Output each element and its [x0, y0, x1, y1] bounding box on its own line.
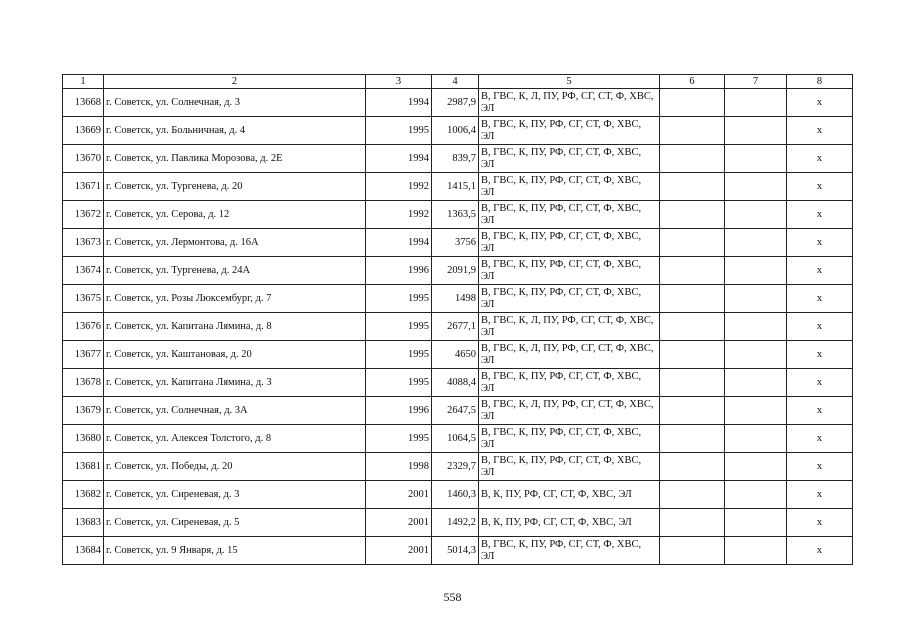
- table-row: [63, 201, 853, 229]
- table-row: [63, 285, 853, 313]
- column-header: 4: [432, 75, 479, 89]
- area-cell: 2677,1: [432, 313, 479, 341]
- area-cell: 5014,3: [432, 537, 479, 565]
- column-7-cell: [725, 369, 787, 397]
- column-6-cell: [660, 173, 725, 201]
- address-cell: г. Советск, ул. Сиреневая, д. 5: [104, 509, 366, 537]
- row-id-cell: 13681: [63, 453, 104, 481]
- column-7-cell: [725, 257, 787, 285]
- year-cell: 1995: [366, 425, 432, 453]
- table-row: [63, 117, 853, 145]
- year-cell: 1995: [366, 341, 432, 369]
- column-8-cell: х: [787, 313, 853, 341]
- row-id-cell: 13668: [63, 89, 104, 117]
- address-cell: г. Советск, ул. Тургенева, д. 20: [104, 173, 366, 201]
- utilities-cell: В, ГВС, К, Л, ПУ, РФ, СГ, СТ, Ф, ХВС, ЭЛ: [479, 89, 660, 117]
- utilities-cell: В, ГВС, К, ПУ, РФ, СГ, СТ, Ф, ХВС, ЭЛ: [479, 145, 660, 173]
- column-7-cell: [725, 509, 787, 537]
- utilities-cell: В, ГВС, К, ПУ, РФ, СГ, СТ, Ф, ХВС, ЭЛ: [479, 425, 660, 453]
- column-8-cell: х: [787, 453, 853, 481]
- utilities-cell: В, ГВС, К, ПУ, РФ, СГ, СТ, Ф, ХВС, ЭЛ: [479, 201, 660, 229]
- address-cell: г. Советск, ул. Капитана Лямина, д. 8: [104, 313, 366, 341]
- column-7-cell: [725, 173, 787, 201]
- column-8-cell: х: [787, 537, 853, 565]
- column-7-cell: [725, 397, 787, 425]
- area-cell: 1415,1: [432, 173, 479, 201]
- column-8-cell: х: [787, 173, 853, 201]
- address-cell: г. Советск, ул. Сиреневая, д. 3: [104, 481, 366, 509]
- row-id-cell: 13671: [63, 173, 104, 201]
- area-cell: 2987,9: [432, 89, 479, 117]
- column-header: 8: [787, 75, 853, 89]
- row-id-cell: 13670: [63, 145, 104, 173]
- area-cell: 4650: [432, 341, 479, 369]
- table-row: [63, 369, 853, 397]
- column-7-cell: [725, 453, 787, 481]
- column-8-cell: х: [787, 425, 853, 453]
- table-row: [63, 341, 853, 369]
- column-8-cell: х: [787, 397, 853, 425]
- table-row: [63, 425, 853, 453]
- area-cell: 1363,5: [432, 201, 479, 229]
- row-id-cell: 13679: [63, 397, 104, 425]
- column-7-cell: [725, 89, 787, 117]
- address-cell: г. Советск, ул. Алексея Толстого, д. 8: [104, 425, 366, 453]
- row-id-cell: 13680: [63, 425, 104, 453]
- column-header: 5: [479, 75, 660, 89]
- row-id-cell: 13674: [63, 257, 104, 285]
- column-7-cell: [725, 341, 787, 369]
- year-cell: 1994: [366, 229, 432, 257]
- area-cell: 1498: [432, 285, 479, 313]
- page-number: 558: [443, 590, 462, 604]
- column-7-cell: [725, 313, 787, 341]
- row-id-cell: 13678: [63, 369, 104, 397]
- area-cell: 4088,4: [432, 369, 479, 397]
- housing-registry-table: [62, 74, 853, 565]
- area-cell: 1460,3: [432, 481, 479, 509]
- column-6-cell: [660, 257, 725, 285]
- address-cell: г. Советск, ул. 9 Января, д. 15: [104, 537, 366, 565]
- column-8-cell: х: [787, 341, 853, 369]
- column-8-cell: х: [787, 89, 853, 117]
- area-cell: 839,7: [432, 145, 479, 173]
- column-header: 6: [660, 75, 725, 89]
- utilities-cell: В, К, ПУ, РФ, СГ, СТ, Ф, ХВС, ЭЛ: [479, 481, 660, 509]
- year-cell: 1995: [366, 313, 432, 341]
- table-row: [63, 481, 853, 509]
- column-8-cell: х: [787, 285, 853, 313]
- column-header: 1: [63, 75, 104, 89]
- table-row: [63, 509, 853, 537]
- utilities-cell: В, К, ПУ, РФ, СГ, СТ, Ф, ХВС, ЭЛ: [479, 509, 660, 537]
- area-cell: 2647,5: [432, 397, 479, 425]
- year-cell: 1992: [366, 173, 432, 201]
- column-7-cell: [725, 425, 787, 453]
- column-number-row: [63, 75, 853, 89]
- address-cell: г. Советск, ул. Солнечная, д. 3: [104, 89, 366, 117]
- column-8-cell: х: [787, 509, 853, 537]
- table-row: [63, 89, 853, 117]
- table-row: [63, 145, 853, 173]
- address-cell: г. Советск, ул. Победы, д. 20: [104, 453, 366, 481]
- year-cell: 1996: [366, 397, 432, 425]
- column-6-cell: [660, 229, 725, 257]
- utilities-cell: В, ГВС, К, ПУ, РФ, СГ, СТ, Ф, ХВС, ЭЛ: [479, 173, 660, 201]
- column-7-cell: [725, 145, 787, 173]
- year-cell: 2001: [366, 537, 432, 565]
- year-cell: 1995: [366, 369, 432, 397]
- column-6-cell: [660, 145, 725, 173]
- column-6-cell: [660, 397, 725, 425]
- year-cell: 2001: [366, 509, 432, 537]
- row-id-cell: 13677: [63, 341, 104, 369]
- utilities-cell: В, ГВС, К, ПУ, РФ, СГ, СТ, Ф, ХВС, ЭЛ: [479, 537, 660, 565]
- column-8-cell: х: [787, 145, 853, 173]
- column-6-cell: [660, 89, 725, 117]
- address-cell: г. Советск, ул. Капитана Лямина, д. 3: [104, 369, 366, 397]
- address-cell: г. Советск, ул. Тургенева, д. 24А: [104, 257, 366, 285]
- area-cell: 2091,9: [432, 257, 479, 285]
- year-cell: 1998: [366, 453, 432, 481]
- column-header: 3: [366, 75, 432, 89]
- column-7-cell: [725, 537, 787, 565]
- row-id-cell: 13672: [63, 201, 104, 229]
- column-6-cell: [660, 313, 725, 341]
- column-6-cell: [660, 537, 725, 565]
- address-cell: г. Советск, ул. Солнечная, д. 3А: [104, 397, 366, 425]
- column-8-cell: х: [787, 481, 853, 509]
- table-row: [63, 397, 853, 425]
- column-6-cell: [660, 117, 725, 145]
- address-cell: г. Советск, ул. Больничная, д. 4: [104, 117, 366, 145]
- utilities-cell: В, ГВС, К, Л, ПУ, РФ, СГ, СТ, Ф, ХВС, ЭЛ: [479, 341, 660, 369]
- year-cell: 1995: [366, 117, 432, 145]
- column-6-cell: [660, 425, 725, 453]
- column-7-cell: [725, 229, 787, 257]
- column-8-cell: х: [787, 257, 853, 285]
- column-7-cell: [725, 285, 787, 313]
- utilities-cell: В, ГВС, К, Л, ПУ, РФ, СГ, СТ, Ф, ХВС, ЭЛ: [479, 397, 660, 425]
- column-8-cell: х: [787, 117, 853, 145]
- column-6-cell: [660, 453, 725, 481]
- row-id-cell: 13676: [63, 313, 104, 341]
- year-cell: 1996: [366, 257, 432, 285]
- utilities-cell: В, ГВС, К, ПУ, РФ, СГ, СТ, Ф, ХВС, ЭЛ: [479, 117, 660, 145]
- area-cell: 1006,4: [432, 117, 479, 145]
- address-cell: г. Советск, ул. Серова, д. 12: [104, 201, 366, 229]
- column-6-cell: [660, 481, 725, 509]
- table-row: [63, 453, 853, 481]
- column-6-cell: [660, 201, 725, 229]
- column-8-cell: х: [787, 229, 853, 257]
- column-6-cell: [660, 285, 725, 313]
- column-8-cell: х: [787, 369, 853, 397]
- utilities-cell: В, ГВС, К, Л, ПУ, РФ, СГ, СТ, Ф, ХВС, ЭЛ: [479, 313, 660, 341]
- year-cell: 2001: [366, 481, 432, 509]
- year-cell: 1995: [366, 285, 432, 313]
- utilities-cell: В, ГВС, К, ПУ, РФ, СГ, СТ, Ф, ХВС, ЭЛ: [479, 369, 660, 397]
- address-cell: г. Советск, ул. Розы Люксембург, д. 7: [104, 285, 366, 313]
- row-id-cell: 13669: [63, 117, 104, 145]
- column-7-cell: [725, 117, 787, 145]
- column-7-cell: [725, 481, 787, 509]
- column-6-cell: [660, 369, 725, 397]
- column-header: 7: [725, 75, 787, 89]
- row-id-cell: 13682: [63, 481, 104, 509]
- table-row: [63, 257, 853, 285]
- row-id-cell: 13683: [63, 509, 104, 537]
- area-cell: 1492,2: [432, 509, 479, 537]
- address-cell: г. Советск, ул. Каштановая, д. 20: [104, 341, 366, 369]
- column-7-cell: [725, 201, 787, 229]
- column-6-cell: [660, 509, 725, 537]
- table-row: [63, 173, 853, 201]
- address-cell: г. Советск, ул. Лермонтова, д. 16А: [104, 229, 366, 257]
- area-cell: 3756: [432, 229, 479, 257]
- utilities-cell: В, ГВС, К, ПУ, РФ, СГ, СТ, Ф, ХВС, ЭЛ: [479, 229, 660, 257]
- table-row: [63, 229, 853, 257]
- table-row: [63, 537, 853, 565]
- address-cell: г. Советск, ул. Павлика Морозова, д. 2Е: [104, 145, 366, 173]
- year-cell: 1992: [366, 201, 432, 229]
- row-id-cell: 13673: [63, 229, 104, 257]
- table-row: [63, 313, 853, 341]
- area-cell: 1064,5: [432, 425, 479, 453]
- utilities-cell: В, ГВС, К, ПУ, РФ, СГ, СТ, Ф, ХВС, ЭЛ: [479, 257, 660, 285]
- area-cell: 2329,7: [432, 453, 479, 481]
- column-6-cell: [660, 341, 725, 369]
- year-cell: 1994: [366, 145, 432, 173]
- year-cell: 1994: [366, 89, 432, 117]
- column-8-cell: х: [787, 201, 853, 229]
- utilities-cell: В, ГВС, К, ПУ, РФ, СГ, СТ, Ф, ХВС, ЭЛ: [479, 285, 660, 313]
- column-header: 2: [104, 75, 366, 89]
- row-id-cell: 13675: [63, 285, 104, 313]
- row-id-cell: 13684: [63, 537, 104, 565]
- utilities-cell: В, ГВС, К, ПУ, РФ, СГ, СТ, Ф, ХВС, ЭЛ: [479, 453, 660, 481]
